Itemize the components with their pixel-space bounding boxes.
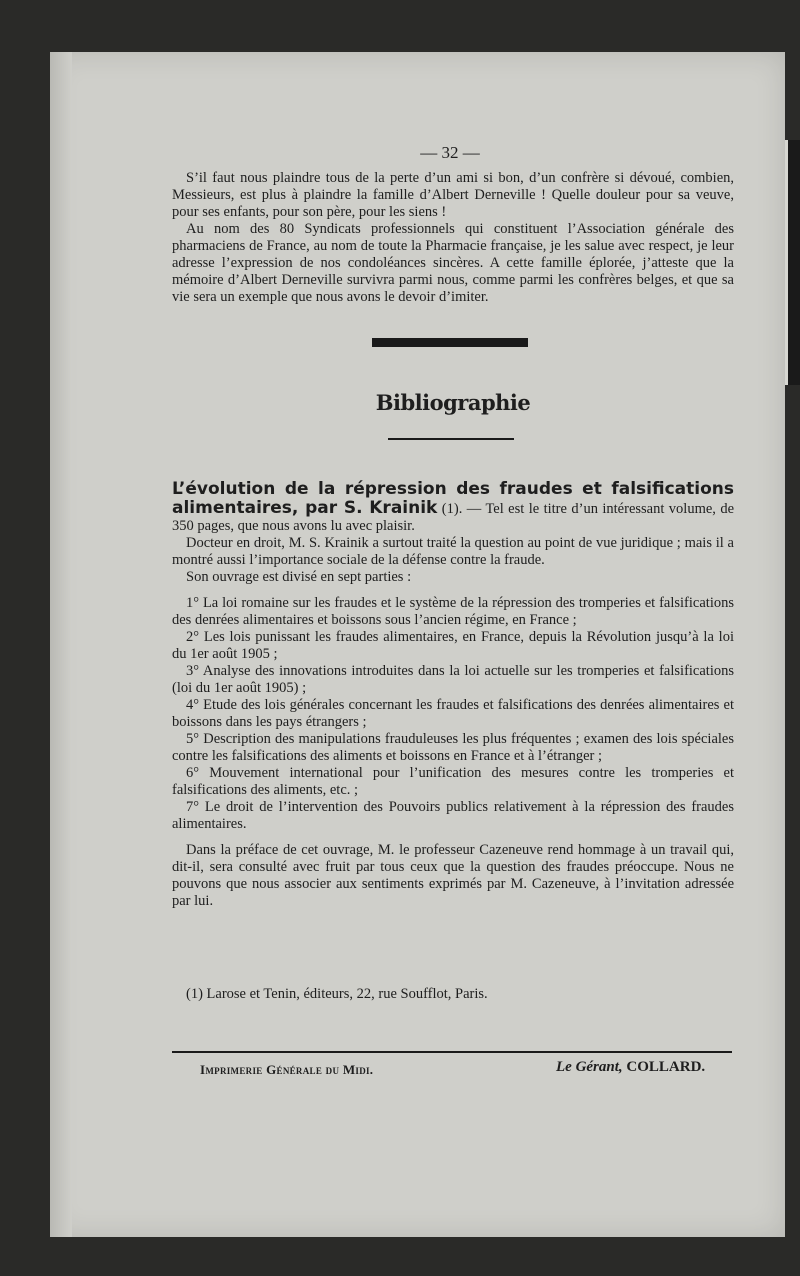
review-paragraph-2: Son ouvrage est divisé en sept parties :	[186, 569, 412, 585]
book-title-tail: — Tel est le titre d’un intéressant volume, de 350 pages, que nous avons lu avec plaisir.	[172, 501, 735, 534]
book-review	[172, 480, 734, 910]
section-title: Bibliographie	[375, 390, 531, 415]
right-edge-strip	[785, 140, 800, 385]
title-underline	[388, 438, 514, 440]
part-item: 3° Analyse des innovations introduites dans la loi actuelle sur les tromperies et falsifications (loi du 1er août 1905) ;	[172, 663, 734, 696]
page-number: — 32 —	[420, 143, 480, 162]
section-divider	[372, 338, 528, 347]
intro-text	[172, 170, 734, 306]
part-item: 5° Description des manipulations frauduleuses les plus fréquentes ; examen des lois spéciales contre les falsifications des aliments et boissons en France et à l’étranger ;	[172, 731, 734, 764]
intro-paragraph-1: S’il faut nous plaindre tous de la perte d’un ami si bon, d’un confrère si dévoué, combien, Messieurs, est plus à plaindre la famille d’Albert Derneville ! Quelle douleur pour sa veuve, pour ses enfants, pour son père, pour les siens !	[172, 170, 734, 220]
book-title: L’évolution de la répression des fraudes et falsifications alimentaires, par S. Krainik	[172, 479, 734, 518]
review-paragraph-1: Docteur en droit, M. S. Krainik a surtout traité la question au point de vue juridique ; mais il a montré aussi l’importance sociale de la défense contre la fraude.	[172, 535, 734, 568]
part-item: 1° La loi romaine sur les fraudes et le système de la répression des tromperies et falsifications des denrées alimentaires et boissons sous l’ancien régime, en France ;	[172, 595, 734, 628]
part-item: 4° Etude des lois générales concernant les fraudes et falsifications des denrées alimentaires et boissons dans les pays étrangers ;	[172, 697, 734, 730]
closing-paragraph: Dans la préface de cet ouvrage, M. le professeur Cazeneuve rend hommage à un travail qui, dit-il, sera consulté avec fruit par tous ceux que la question des fraudes préoccupe. Nous ne pouvons que nous associer aux sentiments exprimés par M. Cazeneuve, à l’invitation adressée par lui.	[172, 842, 734, 909]
printer-imprint: Imprimerie Générale du Midi.	[200, 1062, 374, 1077]
footer-rule	[172, 1051, 732, 1053]
book-heading	[172, 480, 734, 535]
page-edge	[50, 52, 72, 1237]
manager-name: COLLARD.	[626, 1059, 706, 1075]
part-item: 6° Mouvement international pour l’unification des mesures contre les tromperies et falsifications des aliments, etc. ;	[172, 765, 734, 798]
part-item: 2° Les lois punissant les fraudes alimentaires, en France, depuis la Révolution jusqu’à la loi du 1er août 1905 ;	[172, 629, 734, 662]
manager-label: Le Gérant,	[556, 1059, 623, 1075]
part-item: 7° Le droit de l’intervention des Pouvoirs publics relativement à la répression des fraudes alimentaires.	[172, 799, 734, 832]
footnote: (1) Larose et Tenin, éditeurs, 22, rue Soufflot, Paris.	[186, 986, 488, 1002]
intro-paragraph-2: Au nom des 80 Syndicats professionnels qui constituent l’Association générale des pharmaciens de France, au nom de toute la Pharmacie française, je les salue avec respect, je leur adresse l’expression de nos condoléances sincères. A cette famille éplorée, j’atteste que la mémoire d’Albert Derneville survivra parmi nous, comme parmi les confrères belges, et que sa vie sera un exemple que nous avons le devoir d’imiter.	[172, 221, 734, 305]
manager-signature	[556, 1059, 705, 1076]
footnote-ref: (1).	[441, 501, 463, 517]
